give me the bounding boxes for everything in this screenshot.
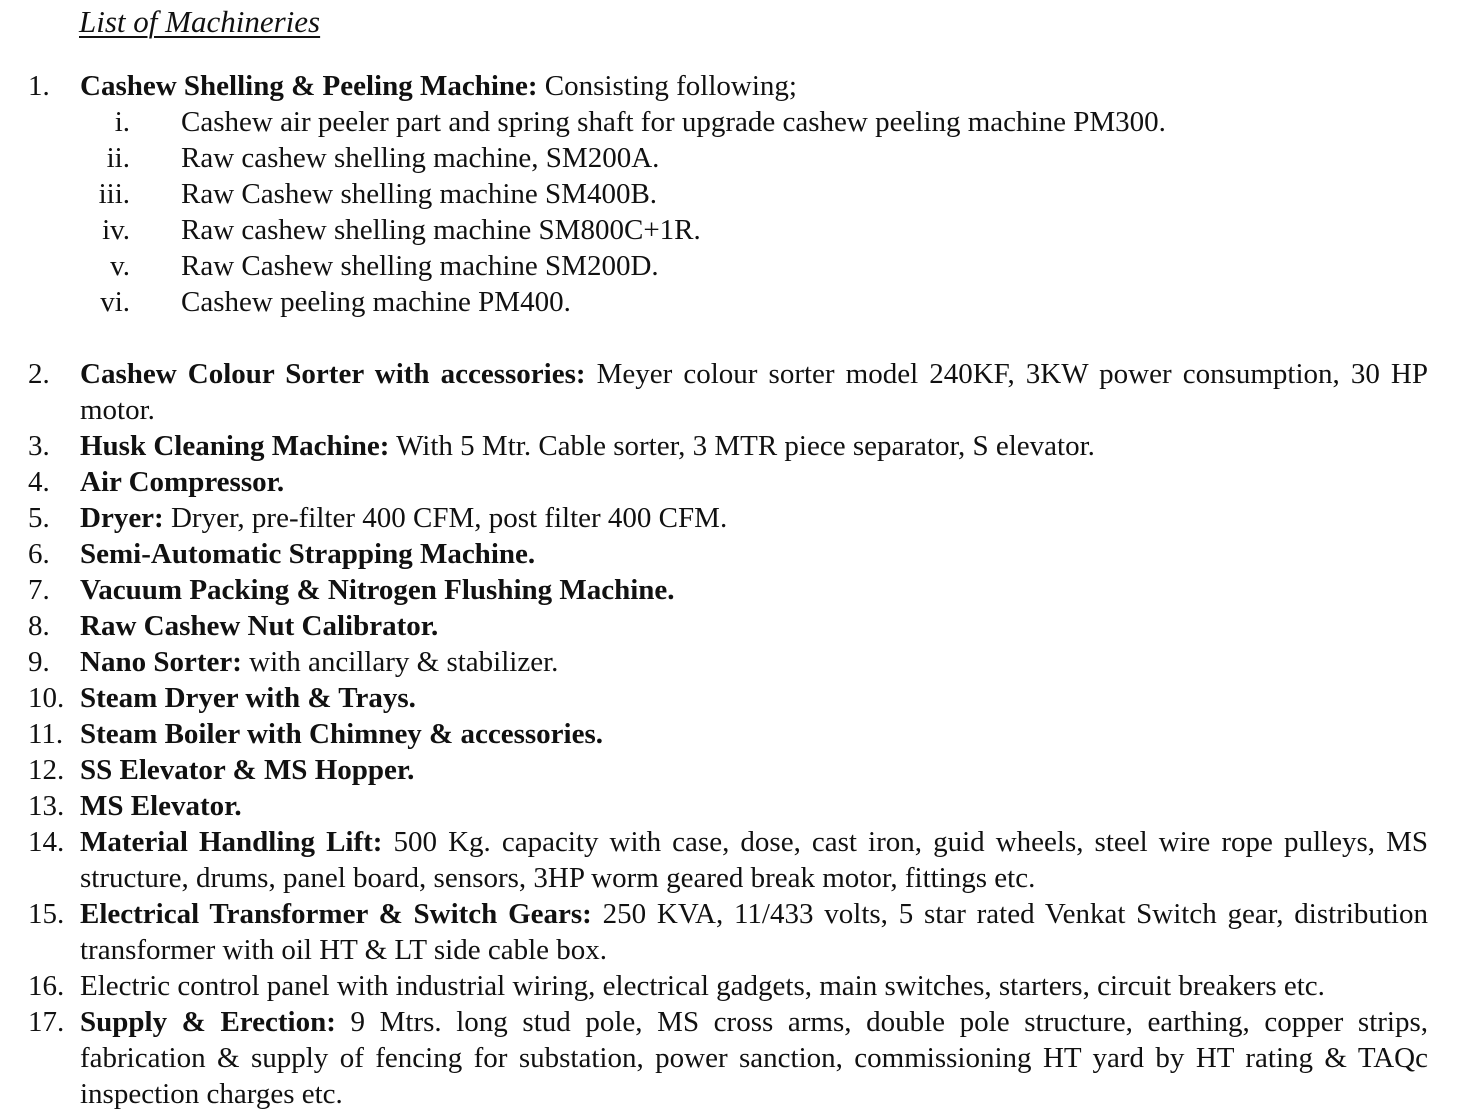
item-number: 3. — [28, 430, 50, 462]
item-number: 11. — [28, 718, 64, 750]
item-text: with ancillary & stabilizer. — [241, 646, 559, 678]
item-number: 10. — [28, 682, 65, 714]
item-number: 4. — [28, 466, 50, 498]
sub-list-item — [0, 212, 1468, 248]
sub-list-item — [0, 140, 1468, 176]
item-heading: Cashew Shelling & Peeling Machine: — [80, 70, 538, 102]
list-item — [0, 356, 1468, 428]
item-heading: Material Handling Lift: — [80, 826, 383, 858]
item-heading: Supply & Erection: — [80, 1006, 336, 1038]
item-number: 14. — [28, 826, 65, 858]
sub-item-numeral: ii. — [106, 142, 130, 174]
list-item — [0, 968, 1468, 1004]
item-number: 1. — [28, 70, 50, 102]
item-body — [80, 608, 1428, 644]
item-body — [80, 788, 1428, 824]
list-item — [0, 608, 1468, 644]
item-body — [80, 464, 1428, 500]
list-item — [0, 1004, 1468, 1112]
item-heading: Air Compressor. — [80, 466, 285, 498]
sub-item-numeral: v. — [110, 250, 130, 282]
item-heading: SS Elevator & MS Hopper. — [80, 754, 415, 786]
item-body — [80, 644, 1428, 680]
item-heading: Semi-Automatic Strapping Machine. — [80, 538, 536, 570]
item-body — [80, 716, 1428, 752]
sub-item-text: Cashew peeling machine PM400. — [181, 286, 571, 318]
item-number: 2. — [28, 358, 50, 390]
item-body — [80, 752, 1428, 788]
list-item — [0, 824, 1468, 896]
item-heading: Raw Cashew Nut Calibrator. — [80, 610, 439, 642]
sub-item-text: Raw Cashew shelling machine SM400B. — [181, 178, 658, 210]
item-text: With 5 Mtr. Cable sorter, 3 MTR piece separator, S elevator. — [389, 430, 1095, 462]
sub-item-text: Raw cashew shelling machine, SM200A. — [181, 142, 660, 174]
item-body — [80, 896, 1428, 968]
document-title: List of Machineries — [79, 4, 321, 39]
item-body — [80, 428, 1428, 464]
item-heading: Steam Dryer with & Trays. — [80, 682, 416, 714]
sub-item-text: Raw cashew shelling machine SM800C+1R. — [181, 214, 701, 246]
item-text: 9 Mtrs. long stud pole, MS cross arms, double pole structure, earthing, copper strips, fabrication & supply of fencing for substation, power sanction, commissioning HT yard by HT rating & TAQc inspection charges etc. — [80, 1006, 1428, 1110]
item-number: 5. — [28, 502, 50, 534]
item-body — [80, 1004, 1428, 1112]
machinery-list — [0, 68, 1468, 1112]
list-item — [0, 536, 1468, 572]
sub-list — [0, 104, 1468, 320]
list-item — [0, 896, 1468, 968]
item-heading: Vacuum Packing & Nitrogen Flushing Machine. — [80, 574, 675, 606]
sub-item-numeral: i. — [114, 106, 130, 138]
list-item — [0, 680, 1468, 716]
item-number: 9. — [28, 646, 50, 678]
item-heading: Dryer: — [80, 502, 164, 534]
item-number: 17. — [28, 1006, 65, 1038]
item-number: 7. — [28, 574, 50, 606]
spacer — [0, 320, 1468, 356]
sub-list-item — [0, 104, 1468, 140]
list-item — [0, 68, 1468, 104]
list-item — [0, 788, 1468, 824]
list-item — [0, 716, 1468, 752]
list-item — [0, 500, 1468, 536]
list-item — [0, 644, 1468, 680]
item-heading: Cashew Colour Sorter with accessories: — [80, 358, 586, 390]
sub-list-item — [0, 284, 1468, 320]
list-item — [0, 428, 1468, 464]
item-body — [80, 680, 1428, 716]
item-body — [80, 68, 1428, 104]
item-body — [80, 968, 1428, 1004]
item-text: Meyer colour sorter model 240KF, 3KW power consumption, 30 HP motor. — [80, 358, 1428, 426]
item-text: Dryer, pre-filter 400 CFM, post filter 400 CFM. — [163, 502, 728, 534]
sub-item-numeral: iii. — [98, 178, 130, 210]
item-heading: Husk Cleaning Machine: — [80, 430, 390, 462]
item-heading: Electrical Transformer & Switch Gears: — [80, 898, 592, 930]
item-number: 15. — [28, 898, 65, 930]
item-heading: Steam Boiler with Chimney & accessories. — [80, 718, 603, 750]
sub-list-item — [0, 248, 1468, 284]
item-body — [80, 500, 1428, 536]
item-text: Consisting following; — [537, 70, 797, 102]
list-item — [0, 572, 1468, 608]
item-text: Electric control panel with industrial wiring, electrical gadgets, main switches, starters, circuit breakers etc. — [80, 970, 1325, 1002]
list-item — [0, 464, 1468, 500]
list-item — [0, 752, 1468, 788]
sub-list-item — [0, 176, 1468, 212]
item-number: 8. — [28, 610, 50, 642]
item-number: 13. — [28, 790, 65, 822]
item-body — [80, 536, 1428, 572]
item-heading: Nano Sorter: — [80, 646, 242, 678]
item-text: 500 Kg. capacity with case, dose, cast iron, guid wheels, steel wire rope pulleys, MS structure, drums, panel board, sensors, 3HP worm geared break motor, fittings etc. — [80, 826, 1428, 894]
item-body — [80, 824, 1428, 896]
item-text: 250 KVA, 11/433 volts, 5 star rated Venkat Switch gear, distribution transformer with oil HT & LT side cable box. — [80, 898, 1428, 966]
item-body — [80, 572, 1428, 608]
sub-item-numeral: iv. — [102, 214, 130, 246]
sub-item-numeral: vi. — [100, 286, 130, 318]
sub-item-text: Cashew air peeler part and spring shaft for upgrade cashew peeling machine PM300. — [181, 106, 1166, 138]
item-number: 6. — [28, 538, 50, 570]
item-heading: MS Elevator. — [80, 790, 242, 822]
item-number: 16. — [28, 970, 65, 1002]
item-body — [80, 356, 1428, 428]
sub-item-text: Raw Cashew shelling machine SM200D. — [181, 250, 659, 282]
item-number: 12. — [28, 754, 65, 786]
